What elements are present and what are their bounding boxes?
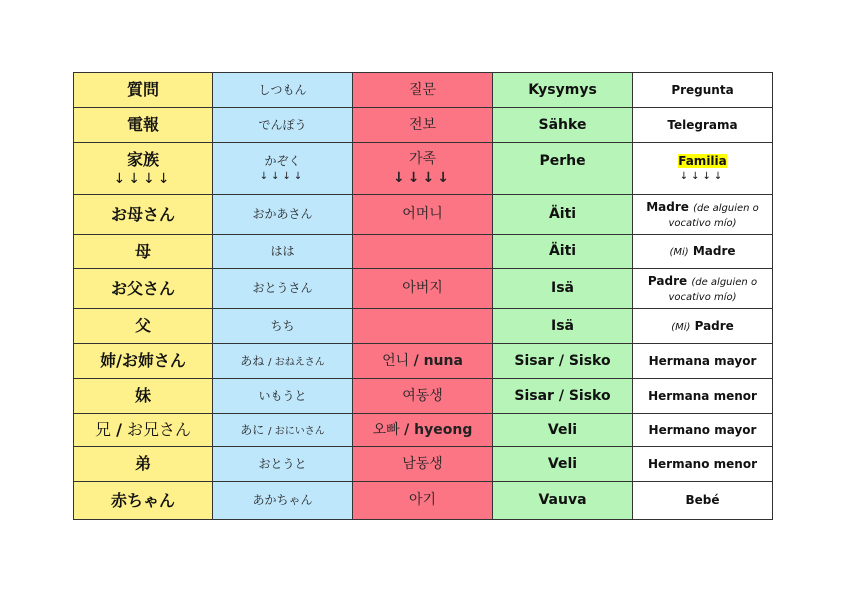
finnish-word: Veli (547, 455, 578, 472)
spanish-note: (Mi) (671, 321, 691, 333)
japanese-word: 電報 (126, 115, 159, 135)
spanish-word: Padre (694, 318, 734, 333)
korean-word: 남동생 (402, 455, 443, 472)
japanese-reading-cell (213, 143, 353, 195)
finnish-cell (493, 143, 633, 195)
korean-cell (353, 447, 493, 482)
korean-word: 아버지 (402, 280, 443, 297)
korean-romanization: / hyeong (404, 421, 473, 438)
korean-cell (353, 379, 493, 414)
table-row (74, 269, 773, 309)
spanish-word: Hermano mayor (648, 422, 757, 437)
japanese-reading-cell (213, 108, 353, 143)
table-row (74, 195, 773, 235)
spanish-word: Madre (692, 244, 736, 258)
japanese-word: 姉/お姉さん (100, 351, 186, 371)
japanese-word: 父 (134, 316, 151, 336)
down-arrows-icon: ↓↓↓↓ (113, 170, 173, 187)
japanese-kanji-cell (74, 143, 213, 195)
korean-cell (353, 482, 493, 520)
spanish-note: (de alguien o vocativo mío) (668, 276, 758, 303)
japanese-reading: あね (240, 353, 265, 368)
finnish-cell (493, 73, 633, 108)
japanese-word: 赤ちゃん (110, 490, 175, 510)
down-arrows-icon: ↓↓↓↓ (393, 169, 452, 186)
finnish-word: Isä (551, 317, 574, 334)
spanish-word: Bebé (685, 493, 720, 508)
japanese-reading: おとうと (258, 456, 307, 471)
japanese-kanji-cell (74, 73, 213, 108)
spanish-word: Pregunta (671, 82, 734, 97)
korean-word: 전보 (408, 116, 437, 133)
korean-word: 여동생 (402, 387, 443, 404)
table-row (74, 379, 773, 414)
japanese-kanji-cell (74, 447, 213, 482)
japanese-word: お母さん (110, 204, 175, 224)
japanese-kanji-cell (74, 309, 213, 344)
table-row (74, 143, 773, 195)
japanese-word: 質問 (126, 80, 159, 100)
spanish-cell (633, 235, 773, 269)
finnish-cell (493, 447, 633, 482)
japanese-kanji-cell (74, 379, 213, 414)
finnish-word: Sisar / Sisko (514, 387, 611, 404)
japanese-reading-cell (213, 414, 353, 447)
japanese-reading-alt: / おにいさん (268, 425, 325, 437)
spanish-cell (633, 195, 773, 235)
japanese-reading-cell (213, 73, 353, 108)
japanese-reading: かぞく (264, 154, 301, 169)
vocabulary-table (73, 72, 773, 520)
korean-cell (353, 195, 493, 235)
table-row (74, 447, 773, 482)
spanish-cell (633, 108, 773, 143)
japanese-reading: しつもん (258, 82, 307, 97)
japanese-kanji-cell (74, 482, 213, 520)
finnish-cell (493, 195, 633, 235)
table-row (74, 344, 773, 379)
korean-cell (353, 73, 493, 108)
japanese-word: 妹 (134, 386, 151, 406)
finnish-word: Äiti (548, 243, 577, 260)
japanese-word: お父さん (110, 278, 175, 298)
spanish-word: Hermana menor (648, 388, 757, 403)
finnish-cell (493, 269, 633, 309)
korean-cell (353, 414, 493, 447)
korean-cell (353, 309, 493, 344)
spanish-word: Telegrama (667, 117, 738, 132)
japanese-reading-cell (213, 269, 353, 309)
finnish-cell (493, 482, 633, 520)
spanish-word: Madre (646, 199, 689, 214)
finnish-cell (493, 414, 633, 447)
korean-cell (353, 143, 493, 195)
japanese-kanji-cell (74, 344, 213, 379)
separator: / (116, 420, 122, 440)
finnish-word: Perhe (539, 153, 586, 170)
finnish-word: Isä (551, 280, 574, 297)
korean-word: 오빠 (372, 421, 400, 438)
korean-cell (353, 344, 493, 379)
finnish-word: Sisar / Sisko (514, 352, 611, 369)
japanese-reading-cell (213, 482, 353, 520)
spanish-note: (Mi) (669, 247, 689, 258)
spanish-word: Hermana mayor (648, 353, 757, 368)
japanese-word: 弟 (134, 454, 151, 474)
japanese-reading: ちち (270, 318, 295, 333)
finnish-cell (493, 344, 633, 379)
down-arrows-icon: ↓↓↓↓ (259, 170, 306, 182)
down-arrows-icon: ↓↓↓↓ (679, 170, 726, 182)
spanish-word-highlighted: Familia (678, 154, 727, 169)
japanese-reading-cell (213, 344, 353, 379)
finnish-word: Sähke (538, 116, 587, 133)
spanish-cell (633, 344, 773, 379)
table-row (74, 482, 773, 520)
japanese-reading-cell (213, 235, 353, 269)
japanese-word-alt: お兄さん (127, 420, 192, 440)
table-row (74, 73, 773, 108)
korean-word: 아기 (408, 492, 437, 509)
spanish-cell (633, 269, 773, 309)
japanese-reading: いもうと (258, 388, 307, 403)
japanese-reading: おかあさん (252, 207, 313, 222)
japanese-word: 母 (134, 241, 151, 261)
table-row (74, 108, 773, 143)
finnish-cell (493, 108, 633, 143)
japanese-word: 兄 (94, 420, 111, 440)
spanish-cell (633, 143, 773, 195)
japanese-reading: でんぽう (258, 117, 307, 132)
japanese-reading-cell (213, 447, 353, 482)
spanish-cell (633, 73, 773, 108)
japanese-kanji-cell (74, 108, 213, 143)
finnish-word: Äiti (548, 206, 577, 223)
spanish-word: Hermano menor (647, 456, 757, 471)
spanish-cell (633, 414, 773, 447)
japanese-kanji-cell (74, 414, 213, 447)
table-row (74, 414, 773, 447)
japanese-word: 家族 (126, 149, 159, 169)
finnish-cell (493, 235, 633, 269)
table-row (74, 309, 773, 344)
korean-cell (353, 108, 493, 143)
korean-word: 어머니 (402, 206, 443, 223)
japanese-reading-cell (213, 195, 353, 235)
korean-word: 가족 (408, 150, 437, 167)
spanish-cell (633, 379, 773, 414)
japanese-kanji-cell (74, 269, 213, 309)
japanese-reading: はは (270, 244, 295, 259)
finnish-word: Kysymys (528, 81, 597, 98)
korean-word: 언니 (382, 352, 410, 369)
spanish-word: Padre (647, 273, 688, 288)
spanish-cell (633, 482, 773, 520)
japanese-kanji-cell (74, 235, 213, 269)
japanese-kanji-cell (74, 195, 213, 235)
finnish-word: Vauva (538, 492, 587, 509)
japanese-reading-alt: / おねえさん (268, 356, 325, 368)
finnish-cell (493, 379, 633, 414)
japanese-reading: あかちゃん (252, 493, 313, 508)
japanese-reading: あに (240, 422, 265, 437)
spanish-cell (633, 447, 773, 482)
spanish-note: (de alguien o vocativo mío) (668, 202, 759, 229)
table-row (74, 235, 773, 269)
japanese-reading: おとうさん (252, 281, 313, 296)
spanish-cell (633, 309, 773, 344)
finnish-word: Veli (547, 421, 578, 438)
korean-word: 질문 (408, 81, 437, 98)
korean-romanization: / nuna (413, 352, 463, 369)
korean-cell (353, 235, 493, 269)
finnish-cell (493, 309, 633, 344)
japanese-reading-cell (213, 309, 353, 344)
japanese-reading-cell (213, 379, 353, 414)
korean-cell (353, 269, 493, 309)
